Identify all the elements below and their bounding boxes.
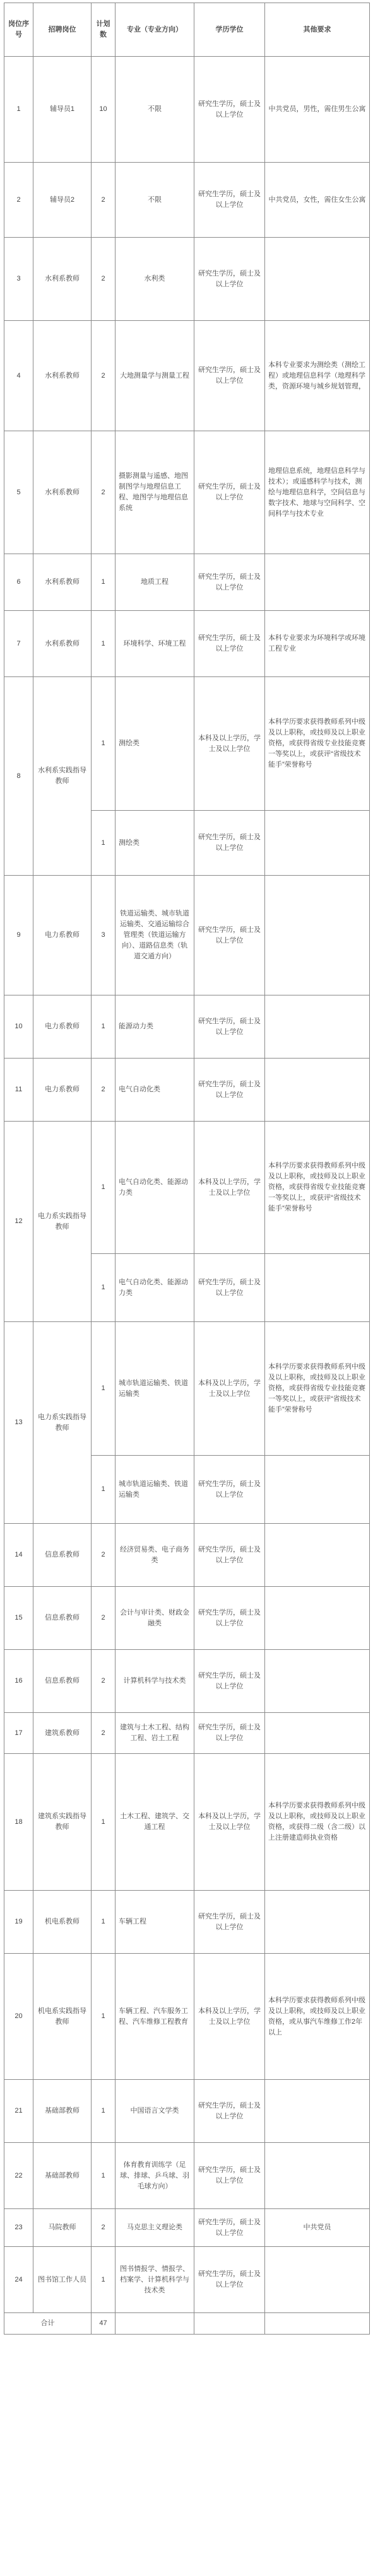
cell-major: 地质工程 xyxy=(115,554,194,611)
cell-major: 会计与审计类、财政金融类 xyxy=(115,1587,194,1650)
cell-count: 2 xyxy=(92,321,115,431)
cell-other: 本科学历要求获得教师系列中级及以上职称，或技师及以上职业资格，或获得省级专业技能竞赛一等奖以上，或获评“省级技术能手”荣誉称号 xyxy=(265,1122,370,1254)
cell-major: 马克思主义理论类 xyxy=(115,2209,194,2247)
cell-position: 马院教师 xyxy=(33,2209,92,2247)
cell-other: 本科学历要求获得教师系列中级及以上职称，或技师及以上职业资格，或获得省级专业技能竞赛一等奖以上，或获评“省级技术能手”荣誉称号 xyxy=(265,677,370,811)
cell-other xyxy=(265,1891,370,1954)
cell-other xyxy=(265,1456,370,1524)
cell-degree: 研究生学历，硕士及以上学位 xyxy=(194,321,265,431)
cell-degree: 研究生学历，硕士及以上学位 xyxy=(194,1713,265,1754)
cell-other xyxy=(265,1713,370,1754)
cell-other xyxy=(265,238,370,321)
cell-other: 本科专业要求为测绘类（测绘工程）或地理信息科学（地理科学类，资源环境与城乡规划管理， xyxy=(265,321,370,431)
cell-position: 信息系教师 xyxy=(33,1524,92,1587)
cell-position: 信息系教师 xyxy=(33,1587,92,1650)
cell-degree: 研究生学历，硕士及以上学位 xyxy=(194,876,265,995)
cell-position: 电力系教师 xyxy=(33,1059,92,1122)
cell-seq: 13 xyxy=(4,1322,33,1524)
cell-degree: 研究生学历，硕士及以上学位 xyxy=(194,2143,265,2209)
total-empty-major xyxy=(115,2313,194,2335)
cell-degree: 研究生学历，硕士及以上学位 xyxy=(194,1456,265,1524)
cell-position: 图书馆工作人员 xyxy=(33,2247,92,2313)
cell-position: 水利系教师 xyxy=(33,611,92,677)
cell-degree: 研究生学历，硕士及以上学位 xyxy=(194,431,265,554)
cell-count: 2 xyxy=(92,431,115,554)
table-row xyxy=(4,1059,370,1122)
total-empty-degree xyxy=(194,2313,265,2335)
cell-seq: 14 xyxy=(4,1524,33,1587)
cell-major: 车辆工程、汽车服务工程、汽车维修工程教育 xyxy=(115,1954,194,2080)
cell-seq: 3 xyxy=(4,238,33,321)
cell-major: 城市轨道运输类、铁道运输类 xyxy=(115,1456,194,1524)
cell-degree: 研究生学历，硕士及以上学位 xyxy=(194,2080,265,2143)
table-row xyxy=(4,1587,370,1650)
cell-position: 电力系教师 xyxy=(33,876,92,995)
cell-degree: 本科及以上学历，学士及以上学位 xyxy=(194,677,265,811)
table-row xyxy=(4,1322,370,1456)
cell-position: 建筑系实践指导教师 xyxy=(33,1754,92,1891)
table-row xyxy=(4,431,370,554)
cell-major: 计算机科学与技术类 xyxy=(115,1650,194,1713)
cell-seq: 7 xyxy=(4,611,33,677)
cell-other xyxy=(265,995,370,1059)
table-row xyxy=(4,1524,370,1587)
cell-degree: 研究生学历，硕士及以上学位 xyxy=(194,995,265,1059)
cell-count: 1 xyxy=(92,1122,115,1254)
cell-major: 摄影测量与遥感、地图制图学与地理信息工程、地图学与地理信息系统 xyxy=(115,431,194,554)
cell-count: 1 xyxy=(92,1954,115,2080)
cell-other: 本科学历要求获得教师系列中级及以上职称，或技师及以上职业资格，或获得省级专业技能竞赛一等奖以上，或获评“省级技术能手”荣誉称号 xyxy=(265,1322,370,1456)
table-row xyxy=(4,57,370,163)
table-row xyxy=(4,677,370,811)
cell-other xyxy=(265,876,370,995)
header-count: 计划数 xyxy=(92,3,115,57)
cell-major: 土木工程、建筑学、交通工程 xyxy=(115,1754,194,1891)
cell-seq: 11 xyxy=(4,1059,33,1122)
table-row xyxy=(4,238,370,321)
cell-degree: 本科及以上学历，学士及以上学位 xyxy=(194,1322,265,1456)
header-position: 招聘岗位 xyxy=(33,3,92,57)
cell-count: 10 xyxy=(92,57,115,163)
header-seq: 岗位序号 xyxy=(4,3,33,57)
cell-count: 1 xyxy=(92,677,115,811)
cell-other xyxy=(265,1587,370,1650)
cell-other xyxy=(265,554,370,611)
cell-major: 电气自动化类、能源动力类 xyxy=(115,1254,194,1322)
cell-degree: 本科及以上学历，学士及以上学位 xyxy=(194,1954,265,2080)
cell-other xyxy=(265,1650,370,1713)
cell-position: 辅导员1 xyxy=(33,57,92,163)
table-row xyxy=(4,2209,370,2247)
cell-count: 1 xyxy=(92,1456,115,1524)
cell-count: 1 xyxy=(92,1891,115,1954)
table-row xyxy=(4,611,370,677)
cell-degree: 研究生学历，硕士及以上学位 xyxy=(194,1524,265,1587)
table-row xyxy=(4,2247,370,2313)
table-row xyxy=(4,554,370,611)
table-row xyxy=(4,2080,370,2143)
cell-position: 机电系教师 xyxy=(33,1891,92,1954)
cell-position: 辅导员2 xyxy=(33,163,92,238)
cell-major: 测绘类 xyxy=(115,811,194,876)
cell-seq: 23 xyxy=(4,2209,33,2247)
cell-major: 建筑与土木工程、结构工程、岩土工程 xyxy=(115,1713,194,1754)
cell-position: 信息系教师 xyxy=(33,1650,92,1713)
cell-other xyxy=(265,1059,370,1122)
cell-other: 本科专业要求为环境科学或环境工程专业 xyxy=(265,611,370,677)
cell-seq: 9 xyxy=(4,876,33,995)
cell-seq: 21 xyxy=(4,2080,33,2143)
cell-degree: 研究生学历，硕士及以上学位 xyxy=(194,1587,265,1650)
cell-major: 不限 xyxy=(115,163,194,238)
cell-degree: 研究生学历，硕士及以上学位 xyxy=(194,1059,265,1122)
cell-degree: 研究生学历，硕士及以上学位 xyxy=(194,163,265,238)
table-row xyxy=(4,1650,370,1713)
cell-degree: 研究生学历，硕士及以上学位 xyxy=(194,2247,265,2313)
cell-position: 水利系教师 xyxy=(33,554,92,611)
table-row xyxy=(4,1954,370,2080)
table-row xyxy=(4,1122,370,1254)
cell-seq: 20 xyxy=(4,1954,33,2080)
cell-degree: 本科及以上学历，学士及以上学位 xyxy=(194,1754,265,1891)
header-degree: 学历学位 xyxy=(194,3,265,57)
cell-major: 电气自动化类、能源动力类 xyxy=(115,1122,194,1254)
cell-other xyxy=(265,811,370,876)
cell-major: 铁道运输类、城市轨道运输类、交通运输综合管理类（铁道运输方向）、道路信息类（轨道交通方向） xyxy=(115,876,194,995)
cell-degree: 研究生学历，硕士及以上学位 xyxy=(194,57,265,163)
cell-major: 中国语言文学类 xyxy=(115,2080,194,2143)
cell-count: 2 xyxy=(92,238,115,321)
cell-position: 水利系教师 xyxy=(33,431,92,554)
cell-other: 中共党员 xyxy=(265,2209,370,2247)
cell-count: 2 xyxy=(92,1059,115,1122)
cell-other: 中共党员，男性，需住男生公寓 xyxy=(265,57,370,163)
recruitment-table xyxy=(4,3,370,2335)
total-label: 合计 xyxy=(4,2313,92,2335)
cell-count: 2 xyxy=(92,1587,115,1650)
cell-seq: 1 xyxy=(4,57,33,163)
table-row xyxy=(4,1891,370,1954)
cell-other: 地理信息系统，地理信息科学与技术）；或遥感科学与技术，测绘与地理信息科学，空间信息与数字技术、地球与空间科学、空间科学与技术专业 xyxy=(265,431,370,554)
total-empty-other xyxy=(265,2313,370,2335)
cell-seq: 5 xyxy=(4,431,33,554)
cell-count: 1 xyxy=(92,1254,115,1322)
cell-other xyxy=(265,2080,370,2143)
cell-other xyxy=(265,1254,370,1322)
cell-degree: 研究生学历，硕士及以上学位 xyxy=(194,554,265,611)
cell-count: 1 xyxy=(92,611,115,677)
cell-major: 不限 xyxy=(115,57,194,163)
cell-degree: 研究生学历，硕士及以上学位 xyxy=(194,2209,265,2247)
cell-count: 2 xyxy=(92,1650,115,1713)
cell-count: 2 xyxy=(92,1713,115,1754)
table-row xyxy=(4,321,370,431)
cell-position: 水利系教师 xyxy=(33,321,92,431)
cell-position: 电力系教师 xyxy=(33,995,92,1059)
cell-seq: 17 xyxy=(4,1713,33,1754)
table-header-row xyxy=(4,3,370,57)
cell-major: 测绘类 xyxy=(115,677,194,811)
cell-count: 1 xyxy=(92,2080,115,2143)
cell-position: 基础部教师 xyxy=(33,2080,92,2143)
cell-seq: 2 xyxy=(4,163,33,238)
cell-major: 电气自动化类 xyxy=(115,1059,194,1122)
cell-degree: 研究生学历，硕士及以上学位 xyxy=(194,1891,265,1954)
cell-degree: 研究生学历，硕士及以上学位 xyxy=(194,811,265,876)
cell-seq: 10 xyxy=(4,995,33,1059)
cell-seq: 8 xyxy=(4,677,33,876)
cell-position: 基础部教师 xyxy=(33,2143,92,2209)
cell-other: 本科学历要求获得教师系列中级及以上职称，或技师及以上职业资格，或从事汽车维修工作2年以上 xyxy=(265,1954,370,2080)
table-row xyxy=(4,995,370,1059)
cell-count: 1 xyxy=(92,995,115,1059)
cell-degree: 本科及以上学历，学士及以上学位 xyxy=(194,1122,265,1254)
cell-count: 1 xyxy=(92,554,115,611)
header-other: 其他要求 xyxy=(265,3,370,57)
cell-degree: 研究生学历，硕士及以上学位 xyxy=(194,238,265,321)
cell-other: 本科学历要求获得教师系列中级及以上职称，或技师及以上职业资格，或获得二级（含二级）以上注册建造师执业资格 xyxy=(265,1754,370,1891)
cell-count: 2 xyxy=(92,2209,115,2247)
total-count: 47 xyxy=(92,2313,115,2335)
cell-seq: 15 xyxy=(4,1587,33,1650)
cell-position: 水利系实践指导教师 xyxy=(33,677,92,876)
cell-position: 水利系教师 xyxy=(33,238,92,321)
table-row xyxy=(4,1754,370,1891)
cell-major: 能源动力类 xyxy=(115,995,194,1059)
cell-count: 1 xyxy=(92,1754,115,1891)
cell-count: 3 xyxy=(92,876,115,995)
cell-position: 建筑系教师 xyxy=(33,1713,92,1754)
cell-seq: 22 xyxy=(4,2143,33,2209)
cell-major: 图书情报学、情报学、档案学、计算机科学与技术类 xyxy=(115,2247,194,2313)
table-row xyxy=(4,876,370,995)
cell-major: 车辆工程 xyxy=(115,1891,194,1954)
cell-seq: 19 xyxy=(4,1891,33,1954)
cell-seq: 18 xyxy=(4,1754,33,1891)
total-row xyxy=(4,2313,370,2335)
table-row xyxy=(4,163,370,238)
cell-degree: 研究生学历，硕士及以上学位 xyxy=(194,611,265,677)
cell-major: 体育教育训练学（足球、排球、乒乓球、羽毛球方向） xyxy=(115,2143,194,2209)
cell-major: 城市轨道运输类、铁道运输类 xyxy=(115,1322,194,1456)
cell-count: 1 xyxy=(92,2247,115,2313)
cell-seq: 16 xyxy=(4,1650,33,1713)
cell-position: 电力系实践指导教师 xyxy=(33,1122,92,1322)
cell-major: 环境科学、环境工程 xyxy=(115,611,194,677)
cell-other xyxy=(265,2247,370,2313)
cell-major: 大地测量学与测量工程 xyxy=(115,321,194,431)
cell-other xyxy=(265,1524,370,1587)
cell-other xyxy=(265,2143,370,2209)
cell-major: 经济贸易类、电子商务类 xyxy=(115,1524,194,1587)
header-major: 专业（专业方向） xyxy=(115,3,194,57)
cell-count: 1 xyxy=(92,2143,115,2209)
cell-position: 电力系实践指导教师 xyxy=(33,1322,92,1524)
table-row xyxy=(4,2143,370,2209)
cell-seq: 12 xyxy=(4,1122,33,1322)
cell-major: 水利类 xyxy=(115,238,194,321)
table-row xyxy=(4,1713,370,1754)
cell-count: 1 xyxy=(92,1322,115,1456)
cell-degree: 研究生学历，硕士及以上学位 xyxy=(194,1254,265,1322)
cell-position: 机电系实践指导教师 xyxy=(33,1954,92,2080)
cell-count: 2 xyxy=(92,1524,115,1587)
cell-count: 2 xyxy=(92,163,115,238)
cell-seq: 24 xyxy=(4,2247,33,2313)
cell-count: 1 xyxy=(92,811,115,876)
cell-seq: 6 xyxy=(4,554,33,611)
cell-other: 中共党员，女性，需住女生公寓 xyxy=(265,163,370,238)
cell-degree: 研究生学历，硕士及以上学位 xyxy=(194,1650,265,1713)
cell-seq: 4 xyxy=(4,321,33,431)
